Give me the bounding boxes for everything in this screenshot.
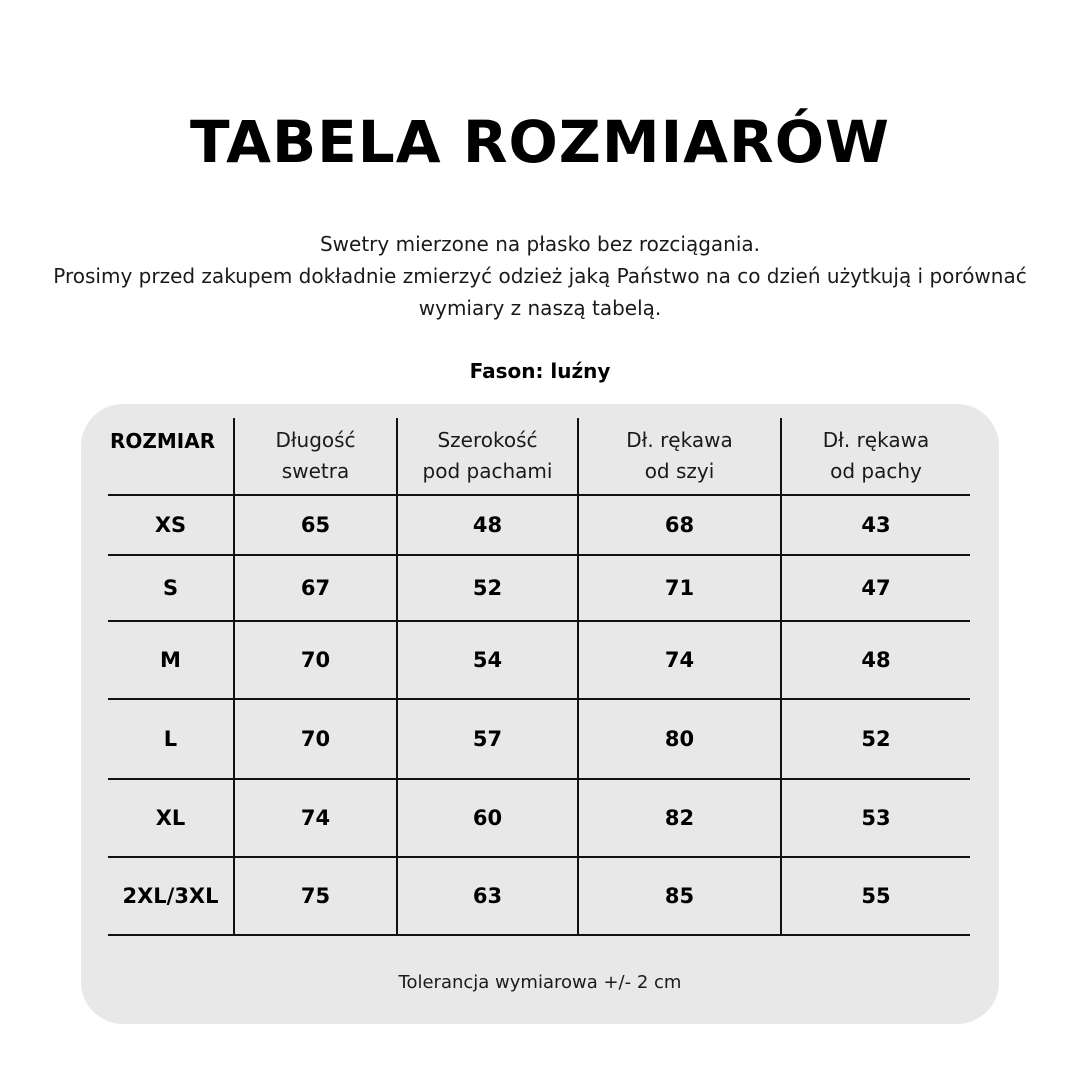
tolerance-note: Tolerancja wymiarowa +/- 2 cm (398, 972, 682, 993)
cell-length: 65 (234, 495, 397, 555)
cell-sleeve-armpit: 53 (781, 779, 970, 857)
cell-width: 60 (397, 779, 578, 857)
cell-sleeve-neck: 71 (578, 555, 781, 621)
table-header-row (108, 418, 970, 495)
header-length: Długość swetra (234, 418, 397, 495)
cell-sleeve-neck: 82 (578, 779, 781, 857)
table-row (108, 495, 970, 555)
table-row (108, 779, 970, 857)
cell-length: 74 (234, 779, 397, 857)
intro-line-2: Prosimy przed zakupem dokładnie zmierzyć odzież jaką Państwo na co dzień użytkują i porównać (53, 264, 1027, 288)
cell-size: S (108, 555, 234, 621)
cell-sleeve-armpit: 43 (781, 495, 970, 555)
cell-size: M (108, 621, 234, 699)
header-width: Szerokość pod pachami (397, 418, 578, 495)
size-table-card (81, 404, 999, 1024)
cell-size: XL (108, 779, 234, 857)
cell-size: XS (108, 495, 234, 555)
cell-sleeve-armpit: 47 (781, 555, 970, 621)
cell-sleeve-neck: 74 (578, 621, 781, 699)
intro-line-3: wymiary z naszą tabelą. (418, 296, 662, 320)
table-row (108, 621, 970, 699)
cell-sleeve-neck: 80 (578, 699, 781, 779)
cell-length: 75 (234, 857, 397, 935)
header-size: ROZMIAR (108, 418, 234, 495)
table-row (108, 857, 970, 935)
header-sleeve-neck: Dł. rękawa od szyi (578, 418, 781, 495)
cell-width: 52 (397, 555, 578, 621)
cell-length: 67 (234, 555, 397, 621)
cell-length: 70 (234, 621, 397, 699)
cell-sleeve-armpit: 48 (781, 621, 970, 699)
cell-width: 54 (397, 621, 578, 699)
cell-sleeve-armpit: 55 (781, 857, 970, 935)
cell-width: 57 (397, 699, 578, 779)
header-sleeve-armpit: Dł. rękawa od pachy (781, 418, 970, 495)
page-title: TABELA ROZMIARÓW (190, 108, 890, 176)
size-table (108, 418, 970, 936)
cell-width: 63 (397, 857, 578, 935)
cell-width: 48 (397, 495, 578, 555)
cell-sleeve-armpit: 52 (781, 699, 970, 779)
table-row (108, 555, 970, 621)
cell-size: 2XL/3XL (108, 857, 234, 935)
cell-sleeve-neck: 85 (578, 857, 781, 935)
cell-sleeve-neck: 68 (578, 495, 781, 555)
table-row (108, 699, 970, 779)
intro-text (30, 228, 1050, 324)
cell-length: 70 (234, 699, 397, 779)
fit-label: Fason: luźny (469, 359, 611, 383)
intro-line-1: Swetry mierzone na płasko bez rozciągania. (319, 232, 761, 256)
cell-size: L (108, 699, 234, 779)
